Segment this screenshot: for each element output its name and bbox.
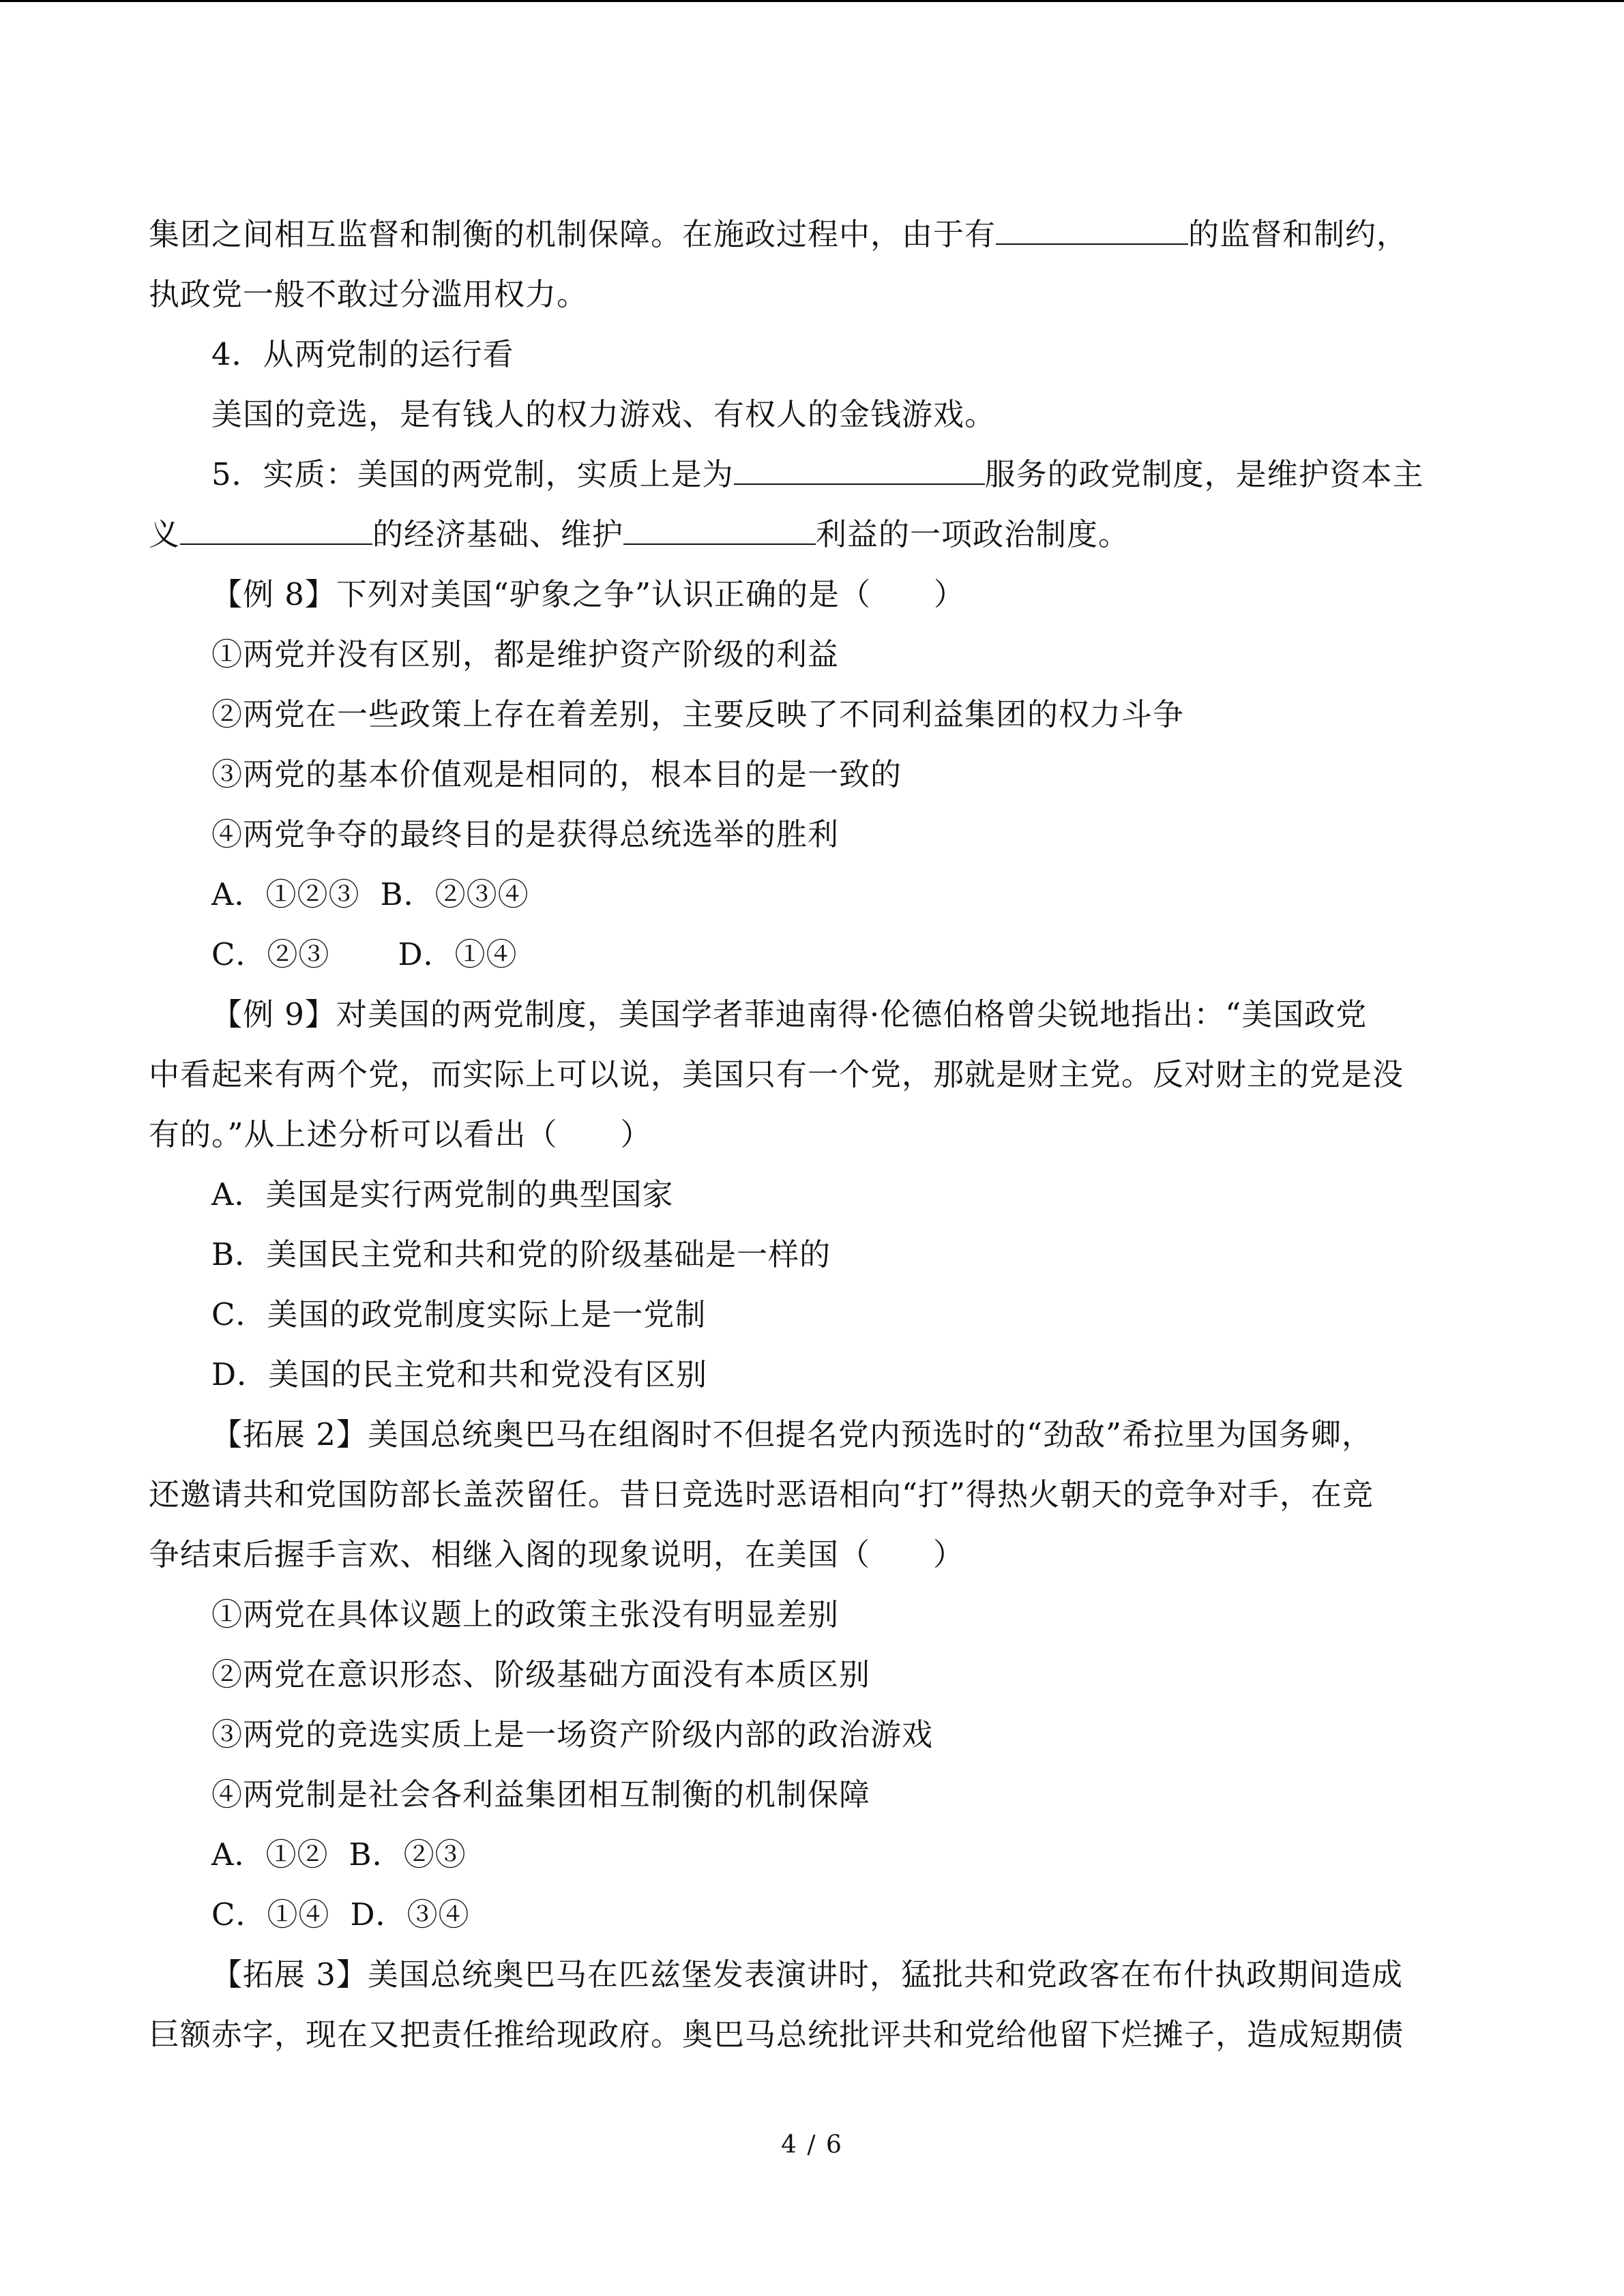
- question-stem: 还邀请共和党国防部长盖茨留任。昔日竞选时恶语相向“打”得热火朝天的竞争对手，在竞: [149, 1476, 1374, 1512]
- answer-options: [149, 1825, 1479, 1885]
- question-stem: 【例 8】下列对美国“驴象之争”认识正确的是（ ）: [211, 576, 965, 612]
- question-stem: 【拓展 3】美国总统奥巴马在匹兹堡发表演讲时，猛批共和党政客在布什执政期间造成: [211, 1956, 1403, 1993]
- statement-item: ①两党并没有区别，都是维护资产阶级的利益: [211, 636, 840, 672]
- option-d: D．③④: [350, 1896, 470, 1933]
- statement-item: ②两党在一些政策上存在着差别，主要反映了不同利益集团的权力斗争: [211, 696, 1185, 732]
- fill-blank: [623, 516, 816, 545]
- fill-blank: [734, 456, 985, 485]
- option-b: B．②③④: [380, 876, 529, 912]
- option-b: B．②③: [349, 1836, 467, 1873]
- text: 集团之间相互监督和制衡的机制保障。在施政过程中，由于有: [149, 216, 996, 252]
- paragraph-line: 执政党一般不敢过分滥用权力。: [149, 276, 589, 312]
- option-c: C．①④: [211, 1896, 330, 1933]
- page-number: 4 / 6: [781, 2131, 843, 2159]
- question-stem: 巨额赤字，现在又把责任推给现政府。奥巴马总统批评共和党给他留下烂摊子，造成短期债: [149, 2016, 1404, 2053]
- option-d: D．美国的民主党和共和党没有区别: [211, 1356, 708, 1392]
- answer-options: [149, 1885, 1479, 1945]
- answer-options: [149, 865, 1479, 925]
- question-stem: 争结束后握手言欢、相继入阁的现象说明，在美国（ ）: [149, 1536, 965, 1572]
- paragraph-line: 美国的竞选，是有钱人的权力游戏、有权人的金钱游戏。: [211, 396, 996, 432]
- answer-options: [149, 925, 1479, 985]
- section-heading: 4．从两党制的运行看: [211, 336, 514, 372]
- statement-item: ③两党的基本价值观是相同的，根本目的是一致的: [211, 756, 902, 792]
- top-border-line: [0, 0, 1624, 2]
- text: 5．实质：美国的两党制，实质上是为: [211, 456, 734, 492]
- statement-item: ④两党制是社会各利益集团相互制衡的机制保障: [211, 1776, 871, 1813]
- paragraph-line: [149, 445, 1479, 505]
- paragraph-line: [149, 505, 1479, 565]
- option-a: A．①②③: [211, 876, 360, 912]
- option-c: C．美国的政党制度实际上是一党制: [211, 1296, 707, 1332]
- statement-item: ④两党争夺的最终目的是获得总统选举的胜利: [211, 816, 840, 852]
- question-stem: 【例 9】对美国的两党制度，美国学者菲迪南得·伦德伯格曾尖锐地指出：“美国政党: [211, 996, 1368, 1032]
- option-c: C．②③: [211, 936, 330, 972]
- statement-item: ③两党的竞选实质上是一场资产阶级内部的政治游戏: [211, 1716, 934, 1753]
- fill-blank: [180, 516, 372, 545]
- statement-item: ①两党在具体议题上的政策主张没有明显差别: [211, 1596, 840, 1632]
- question-stem: 【拓展 2】美国总统奥巴马在组阁时不但提名党内预选时的“劲敌”希拉里为国务卿，: [211, 1416, 1373, 1452]
- text: 的监督和制约，: [1188, 216, 1408, 252]
- option-d: D．①④: [398, 936, 518, 972]
- text: 利益的一项政治制度。: [816, 516, 1130, 552]
- question-stem: 有的。”从上述分析可以看出（ ）: [149, 1116, 652, 1152]
- statement-item: ②两党在意识形态、阶级基础方面没有本质区别: [211, 1656, 871, 1693]
- document-body: [149, 205, 1479, 2065]
- question-stem: 中看起来有两个党，而实际上可以说，美国只有一个党，那就是财主党。反对财主的党是没: [149, 1056, 1404, 1092]
- option-a: A．①②: [211, 1836, 329, 1873]
- option-b: B．美国民主党和共和党的阶级基础是一样的: [211, 1236, 831, 1272]
- paragraph-line: [149, 205, 1479, 265]
- option-a: A．美国是实行两党制的典型国家: [211, 1176, 674, 1212]
- text: 义: [149, 516, 181, 552]
- text: 服务的政党制度，是维护资本主: [984, 456, 1424, 492]
- fill-blank: [996, 216, 1188, 245]
- text: 的经济基础、维护: [372, 516, 624, 552]
